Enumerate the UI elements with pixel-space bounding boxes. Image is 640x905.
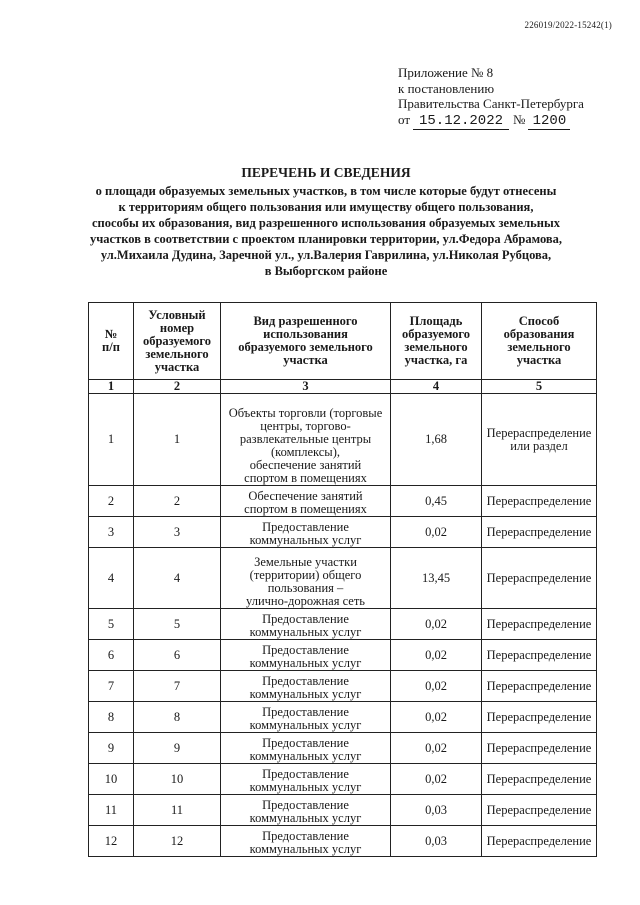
plot-area: 0,02	[391, 517, 482, 548]
table-row	[89, 517, 597, 548]
plot-id: 3	[134, 517, 221, 548]
land-plots-table	[88, 302, 597, 857]
table-row	[89, 640, 597, 671]
formation-method: Перераспределение	[482, 609, 597, 640]
formation-method: Перераспределение	[482, 702, 597, 733]
row-number: 3	[89, 517, 134, 548]
title-main: ПЕРЕЧЕНЬ И СВЕДЕНИЯ	[241, 165, 411, 180]
plot-id: 2	[134, 486, 221, 517]
plot-id: 1	[134, 394, 221, 486]
table-row	[89, 548, 597, 609]
table-header-row	[89, 303, 597, 380]
plot-id: 12	[134, 826, 221, 857]
formation-method: Перераспределение	[482, 517, 597, 548]
plot-id: 8	[134, 702, 221, 733]
table-row	[89, 795, 597, 826]
formation-method: Перераспределение	[482, 826, 597, 857]
column-number: 4	[391, 380, 482, 394]
permitted-use: Земельные участки (территории) общего пользования – улично-дорожная сеть	[221, 548, 391, 609]
row-number: 1	[89, 394, 134, 486]
appendix-line-2: к постановлению	[398, 80, 495, 96]
column-number: 5	[482, 380, 597, 394]
row-number: 9	[89, 733, 134, 764]
title-line: в Выборгском районе	[264, 264, 388, 278]
title-line: о площади образуемых земельных участков, в том числе которые будут отнесены	[95, 184, 557, 198]
header-cell-permitted-use: Вид разрешенного использования образуемого земельного участка	[221, 303, 391, 380]
permitted-use: Обеспечение занятий спортом в помещениях	[221, 486, 391, 517]
document-number: 226019/2022-15242(1)	[524, 20, 612, 30]
formation-method: Перераспределение	[482, 548, 597, 609]
table-row	[89, 733, 597, 764]
column-number: 1	[89, 380, 134, 394]
permitted-use: Предоставление коммунальных услуг	[221, 733, 391, 764]
header-cell-area: Площадь образуемого земельного участка, га	[391, 303, 482, 380]
document-title	[60, 165, 592, 279]
permitted-use: Предоставление коммунальных услуг	[221, 795, 391, 826]
row-number: 11	[89, 795, 134, 826]
table-row	[89, 486, 597, 517]
formation-method: Перераспределение	[482, 671, 597, 702]
formation-method: Перераспределение	[482, 640, 597, 671]
formation-method: Перераспределение	[482, 733, 597, 764]
row-number: 8	[89, 702, 134, 733]
table-body	[89, 394, 597, 857]
formation-method: Перераспределение или раздел	[482, 394, 597, 486]
row-number: 10	[89, 764, 134, 795]
title-line: ул.Михаила Дудина, Заречной ул., ул.Валерия Гаврилина, ул.Николая Рубцова,	[100, 248, 552, 262]
row-number: 7	[89, 671, 134, 702]
plot-area: 0,03	[391, 826, 482, 857]
title-line: способы их образования, вид разрешенного использования образуемых земельных	[92, 216, 560, 230]
table-row	[89, 671, 597, 702]
plot-id: 5	[134, 609, 221, 640]
permitted-use: Предоставление коммунальных услуг	[221, 826, 391, 857]
table-row	[89, 702, 597, 733]
plot-area: 0,45	[391, 486, 482, 517]
appendix-header	[398, 65, 584, 130]
header-cell-plot-id: Условный номер образуемого земельного участка	[134, 303, 221, 380]
table-row	[89, 826, 597, 857]
plot-area: 0,02	[391, 609, 482, 640]
plot-area: 1,68	[391, 394, 482, 486]
permitted-use: Предоставление коммунальных услуг	[221, 702, 391, 733]
permitted-use: Предоставление коммунальных услуг	[221, 609, 391, 640]
row-number: 12	[89, 826, 134, 857]
permitted-use: Предоставление коммунальных услуг	[221, 764, 391, 795]
column-number-row	[89, 380, 597, 394]
formation-method: Перераспределение	[482, 486, 597, 517]
plot-area: 0,02	[391, 764, 482, 795]
row-number: 2	[89, 486, 134, 517]
plot-area: 0,02	[391, 733, 482, 764]
table-row	[89, 394, 597, 486]
plot-id: 10	[134, 764, 221, 795]
formation-method: Перераспределение	[482, 764, 597, 795]
plot-id: 11	[134, 795, 221, 826]
plot-area: 13,45	[391, 548, 482, 609]
number-label: №	[513, 111, 526, 127]
table-row	[89, 764, 597, 795]
header-cell-number: № п/п	[89, 303, 134, 380]
column-number: 3	[221, 380, 391, 394]
plot-id: 7	[134, 671, 221, 702]
plot-id: 6	[134, 640, 221, 671]
plot-area: 0,02	[391, 640, 482, 671]
table-row	[89, 609, 597, 640]
row-number: 4	[89, 548, 134, 609]
title-line: к территориям общего пользования или имуществу общего пользования,	[118, 200, 534, 214]
title-line: участков в соответствии с проектом планировки территории, ул.Федора Абрамова,	[89, 232, 563, 246]
row-number: 6	[89, 640, 134, 671]
from-label: от	[398, 111, 411, 127]
header-cell-method: Способ образования земельного участка	[482, 303, 597, 380]
column-number: 2	[134, 380, 221, 394]
row-number: 5	[89, 609, 134, 640]
permitted-use: Объекты торговли (торговые центры, торгово- развлекательные центры (комплексы), обеспечение занятий спортом в помещениях	[221, 394, 391, 486]
plot-id: 9	[134, 733, 221, 764]
plot-area: 0,02	[391, 671, 482, 702]
appendix-line-3: Правительства Санкт-Петербурга	[398, 96, 584, 111]
resolution-number: 1200	[528, 114, 570, 130]
plot-area: 0,03	[391, 795, 482, 826]
permitted-use: Предоставление коммунальных услуг	[221, 517, 391, 548]
appendix-line-1: Приложение № 8	[398, 65, 494, 80]
resolution-date: 15.12.2022	[413, 114, 509, 130]
plot-id: 4	[134, 548, 221, 609]
permitted-use: Предоставление коммунальных услуг	[221, 640, 391, 671]
plot-area: 0,02	[391, 702, 482, 733]
permitted-use: Предоставление коммунальных услуг	[221, 671, 391, 702]
formation-method: Перераспределение	[482, 795, 597, 826]
appendix-date-line	[398, 112, 584, 130]
